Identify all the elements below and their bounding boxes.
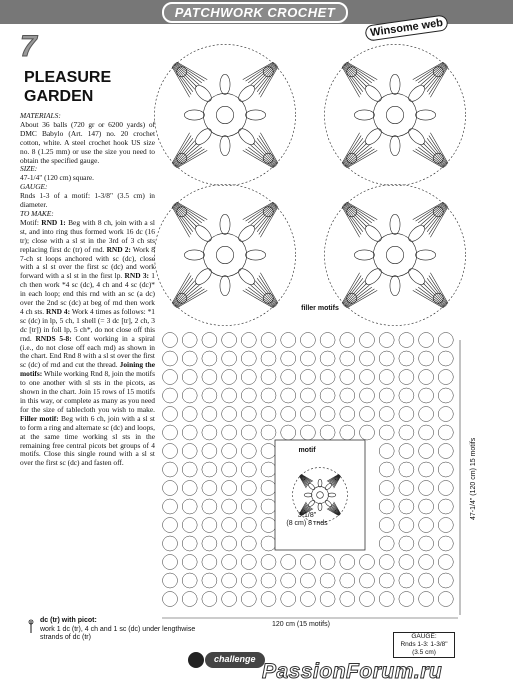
motif-size-metric-label: (8 cm) 8 rnds	[286, 520, 328, 527]
section-title-pill	[162, 2, 348, 23]
grid-motif	[202, 351, 217, 366]
grid-motif	[202, 499, 217, 514]
pattern-title	[24, 68, 134, 106]
materials-heading: MATERIALS:	[20, 111, 61, 120]
pattern-number: 7	[20, 30, 37, 63]
motif-inset-box	[275, 440, 365, 550]
grid-motif	[281, 370, 296, 385]
grid-motif	[222, 573, 237, 588]
grid-motif	[281, 555, 296, 570]
grid-motif	[182, 370, 197, 385]
grid-motif	[320, 388, 335, 403]
grid-motif	[182, 333, 197, 348]
grid-motif	[419, 518, 434, 533]
grid-motif	[419, 351, 434, 366]
grid-motif	[241, 555, 256, 570]
grid-motif	[438, 407, 453, 422]
grid-motif	[360, 388, 375, 403]
grid-motif	[399, 592, 414, 607]
grid-motif	[222, 481, 237, 496]
grid-motif	[222, 499, 237, 514]
legend-label: dc (tr) with picot:	[40, 617, 97, 624]
motif-chart	[154, 44, 295, 185]
grid-motif	[222, 518, 237, 533]
grid-motif	[202, 462, 217, 477]
grid-motif	[202, 573, 217, 588]
grid-motif	[241, 425, 256, 440]
rnd4-label: RND 4:	[46, 306, 71, 316]
motif-size-label: 3-1/8"	[297, 512, 317, 519]
grid-motif	[438, 573, 453, 588]
grid-motif	[340, 555, 355, 570]
grid-motif	[438, 388, 453, 403]
grid-motif	[419, 481, 434, 496]
grid-motif	[241, 536, 256, 551]
grid-motif	[320, 592, 335, 607]
rnd2-label: RND 2:	[106, 244, 131, 254]
brand-tag: Winsome web	[364, 14, 449, 41]
grid-motif	[182, 481, 197, 496]
footer-badge-text: challenge	[214, 654, 256, 664]
grid-motif	[399, 333, 414, 348]
join-label: Joining the motifs:	[20, 360, 155, 379]
grid-motif	[182, 444, 197, 459]
grid-motif	[399, 462, 414, 477]
grid-motif	[300, 555, 315, 570]
grid-motif	[419, 592, 434, 607]
grid-motif	[241, 592, 256, 607]
grid-motif	[261, 481, 276, 496]
grid-motif	[202, 518, 217, 533]
grid-motif	[261, 370, 276, 385]
rnd4-text: Work 4 times as follows: *1 sc (dc) in lp, 5 ch, 1 shell (= 3 dc [tr], 2 ch, 3 dc [tr]) in foll lp, 5 ch*, do not close off this rnd.	[20, 306, 155, 343]
grid-motif	[379, 481, 394, 496]
grid-motif	[300, 351, 315, 366]
grid-motif	[241, 444, 256, 459]
motif-chart	[154, 184, 295, 325]
grid-motif	[241, 370, 256, 385]
grid-motif	[222, 425, 237, 440]
grid-motif	[419, 370, 434, 385]
make-heading: TO MAKE:	[20, 208, 54, 218]
grid-motif	[261, 555, 276, 570]
grid-motif	[182, 573, 197, 588]
grid-motif	[261, 388, 276, 403]
grid-motif	[281, 592, 296, 607]
grid-motif	[438, 555, 453, 570]
grid-motif	[360, 370, 375, 385]
gauge-box	[393, 632, 455, 658]
size-text: 47-1/4" (120 cm) square.	[20, 173, 95, 183]
grid-motif	[163, 592, 178, 607]
grid-motif	[340, 351, 355, 366]
grid-motif	[320, 370, 335, 385]
grid-motif	[399, 536, 414, 551]
filler-label: Filler motif:	[20, 413, 59, 423]
grid-motif	[300, 407, 315, 422]
materials-text: About 36 balls (720 gr or 6200 yards) of DMC Babylo (Art. 147) no. 20 crochet cotton, white. A steel crochet hook US size no. 8 (1.25 mm) or use the size you need to obtain the specified gauge.	[20, 119, 155, 165]
grid-motif	[340, 573, 355, 588]
grid-motif	[399, 444, 414, 459]
title-line-2: GARDEN	[24, 88, 94, 105]
grid-motif	[202, 407, 217, 422]
motif-chart	[324, 44, 465, 185]
grid-motif	[241, 388, 256, 403]
grid-motif	[320, 555, 335, 570]
grid-motif	[222, 333, 237, 348]
grid-motif	[222, 555, 237, 570]
motif-chart	[324, 184, 465, 325]
grid-motif	[340, 370, 355, 385]
grid-motif	[163, 518, 178, 533]
rnd3-text: 1 ch then work *4 sc (dc), 4 ch and 4 sc (dc)* in each loop; end this rnd with an sc (a dc) over the 2nd sc (dc) at beg of rnd then work 4 ch sts.	[20, 271, 155, 316]
grid-motif	[438, 499, 453, 514]
motif-label-diagram: motif	[298, 447, 316, 454]
grid-motif	[419, 499, 434, 514]
height-dimension-label: 47-1/4" (120 cm) 15 motifs	[470, 437, 477, 520]
grid-motif	[261, 536, 276, 551]
grid-motif	[163, 407, 178, 422]
grid-motif	[300, 592, 315, 607]
grid-motif	[222, 592, 237, 607]
grid-motif	[163, 499, 178, 514]
grid-motif	[340, 592, 355, 607]
grid-motif	[300, 388, 315, 403]
grid-motif	[261, 573, 276, 588]
rnd2-text: Work 8 7-ch st loops anchored with sc (dc), close with a sl st over the first sc (dc) and work forward with a sl st in the first lp.	[20, 244, 155, 281]
grid-motif	[163, 388, 178, 403]
grid-motif	[281, 407, 296, 422]
grid-motif	[379, 462, 394, 477]
motif-label: Motif:	[20, 217, 42, 227]
grid-motif	[202, 555, 217, 570]
stitch-legend	[40, 617, 220, 643]
grid-motif	[438, 462, 453, 477]
grid-motif	[202, 333, 217, 348]
grid-motif	[241, 333, 256, 348]
grid-motif	[399, 518, 414, 533]
grid-motif	[163, 481, 178, 496]
grid-motif	[379, 333, 394, 348]
grid-motif	[438, 351, 453, 366]
grid-motif	[202, 444, 217, 459]
grid-motif	[222, 444, 237, 459]
grid-motif	[419, 388, 434, 403]
grid-motif	[222, 370, 237, 385]
grid-motif	[182, 536, 197, 551]
grid-motif	[281, 333, 296, 348]
grid-motif	[222, 407, 237, 422]
grid-motif	[163, 444, 178, 459]
grid-motif	[163, 351, 178, 366]
grid-motif	[438, 481, 453, 496]
grid-motif	[379, 592, 394, 607]
grid-motif	[360, 425, 375, 440]
grid-motif	[419, 462, 434, 477]
grid-motif	[182, 407, 197, 422]
grid-motif	[222, 462, 237, 477]
grid-motif	[202, 370, 217, 385]
grid-motif	[320, 407, 335, 422]
filler-motifs-label: filler motifs	[301, 305, 339, 312]
grid-motif	[419, 407, 434, 422]
rnd58-label: RNDS 5-8:	[35, 333, 72, 343]
width-dimension-label: 120 cm (15 motifs)	[272, 621, 330, 628]
grid-motif	[340, 425, 355, 440]
grid-motif	[399, 407, 414, 422]
grid-motif	[399, 499, 414, 514]
grid-motif	[241, 462, 256, 477]
join-text: While working Rnd 8, join the motifs to one another with sl sts in the picots, as shown in the chart. Join 15 rows of 15 motifs in this way, or complete as many as you need for the size of tablecloth you wish to make.	[20, 369, 155, 414]
grid-motif	[399, 555, 414, 570]
grid-motif	[182, 462, 197, 477]
grid-motif	[182, 388, 197, 403]
grid-motif	[438, 536, 453, 551]
grid-motif	[241, 573, 256, 588]
grid-motif	[202, 536, 217, 551]
gauge-box-line2: Rnds 1-3: 1-3/8"	[400, 641, 448, 648]
grid-motif	[163, 462, 178, 477]
grid-motif	[202, 388, 217, 403]
grid-motif	[419, 555, 434, 570]
grid-motif	[399, 388, 414, 403]
grid-motif	[340, 333, 355, 348]
grid-motif	[182, 351, 197, 366]
grid-motif	[300, 425, 315, 440]
grid-motif	[438, 333, 453, 348]
grid-motif	[241, 481, 256, 496]
grid-motif	[182, 592, 197, 607]
grid-motif	[379, 555, 394, 570]
grid-motif	[379, 407, 394, 422]
grid-motif	[261, 499, 276, 514]
grid-motif	[320, 333, 335, 348]
instructions-body	[20, 219, 155, 468]
grid-motif	[399, 425, 414, 440]
grid-motif	[182, 555, 197, 570]
grid-motif	[261, 351, 276, 366]
grid-motif	[163, 573, 178, 588]
grid-motif	[241, 407, 256, 422]
grid-motif	[261, 444, 276, 459]
grid-motif	[202, 425, 217, 440]
rnd1-label: RND 1:	[41, 217, 66, 227]
grid-motif	[360, 573, 375, 588]
crochet-chart	[140, 40, 480, 640]
grid-motif	[163, 425, 178, 440]
grid-motif	[182, 425, 197, 440]
grid-motif	[379, 425, 394, 440]
grid-motif	[281, 351, 296, 366]
grid-motif	[202, 481, 217, 496]
rnd58-text: Cont working in a spiral (i.e., do not close off each rnd) as shown in the chart. End Rnd 8 with a sl st over the first sc (dc) of rnd and cut the thread.	[20, 333, 155, 370]
grid-motif	[163, 536, 178, 551]
footer-page-badge	[188, 652, 204, 668]
grid-motif	[182, 518, 197, 533]
gauge-box-line1: GAUGE:	[411, 633, 437, 640]
grid-motif	[419, 444, 434, 459]
grid-motif	[222, 388, 237, 403]
grid-motif	[438, 592, 453, 607]
grid-motif	[379, 536, 394, 551]
grid-motif	[379, 518, 394, 533]
title-line-1: PLEASURE	[24, 69, 112, 86]
size-heading: SIZE:	[20, 164, 38, 174]
grid-motif	[360, 407, 375, 422]
grid-motif	[360, 333, 375, 348]
grid-motif	[300, 370, 315, 385]
grid-motif	[241, 518, 256, 533]
grid-motif	[182, 499, 197, 514]
grid-motif	[379, 499, 394, 514]
motif-chart-grid	[154, 44, 465, 325]
grid-motif	[222, 536, 237, 551]
grid-motif	[379, 351, 394, 366]
grid-motif	[281, 388, 296, 403]
grid-motif	[360, 351, 375, 366]
pattern-instructions	[20, 112, 155, 468]
grid-motif	[379, 388, 394, 403]
gauge-box-line3: (3.5 cm)	[412, 649, 436, 656]
grid-motif	[261, 592, 276, 607]
filler-text: Beg with 6 ch, join with a sl st to form a ring and alternate sc (dc) and loops, at the same time working sl sts in the remaining free central picots bet groups of 4 motifs. Close this single round with a sl st over the first sc (dc) and fasten off.	[20, 413, 155, 468]
grid-motif	[360, 592, 375, 607]
grid-motif	[241, 499, 256, 514]
gauge-heading: GAUGE:	[20, 182, 48, 192]
grid-motif	[281, 573, 296, 588]
grid-motif	[300, 573, 315, 588]
grid-motif	[438, 444, 453, 459]
grid-motif	[379, 370, 394, 385]
dc-picot-symbol-icon	[28, 619, 34, 633]
grid-motif	[261, 407, 276, 422]
grid-motif	[202, 592, 217, 607]
grid-motif	[438, 370, 453, 385]
grid-motif	[300, 333, 315, 348]
gauge-text: Rnds 1-3 of a motif: 1-3/8" (3.5 cm) in diameter.	[20, 191, 155, 210]
grid-motif	[261, 518, 276, 533]
grid-motif	[399, 481, 414, 496]
grid-motif	[419, 425, 434, 440]
rnd3-label: RND 3:	[124, 271, 149, 281]
grid-motif	[261, 425, 276, 440]
grid-motif	[438, 425, 453, 440]
grid-motif	[320, 425, 335, 440]
section-title: PATCHWORK CROCHET	[174, 5, 336, 20]
grid-motif	[261, 333, 276, 348]
grid-motif	[340, 388, 355, 403]
grid-motif	[163, 555, 178, 570]
grid-motif	[379, 573, 394, 588]
grid-motif	[261, 462, 276, 477]
legend-description: work 1 dc (tr), 4 ch and 1 sc (dc) under lengthwise strands of dc (tr)	[40, 625, 196, 641]
grid-motif	[320, 573, 335, 588]
rnd1-text: Beg with 8 ch, join with a sl st, and into ring thus formed work 16 dc (16 tr); close with a sl st in the 3rd of 3 ch sts replacing first dc (tr) of rnd.	[20, 217, 155, 254]
grid-motif	[360, 555, 375, 570]
grid-motif	[379, 444, 394, 459]
grid-motif	[399, 370, 414, 385]
grid-motif	[281, 425, 296, 440]
grid-motif	[340, 407, 355, 422]
grid-motif	[419, 333, 434, 348]
grid-motif	[320, 351, 335, 366]
grid-motif	[419, 536, 434, 551]
grid-motif	[222, 351, 237, 366]
watermark: PassionForum.ru	[262, 660, 443, 683]
grid-motif	[399, 573, 414, 588]
grid-motif	[399, 351, 414, 366]
grid-motif	[163, 370, 178, 385]
grid-motif	[438, 518, 453, 533]
grid-motif	[419, 573, 434, 588]
grid-motif	[241, 351, 256, 366]
grid-motif	[163, 333, 178, 348]
